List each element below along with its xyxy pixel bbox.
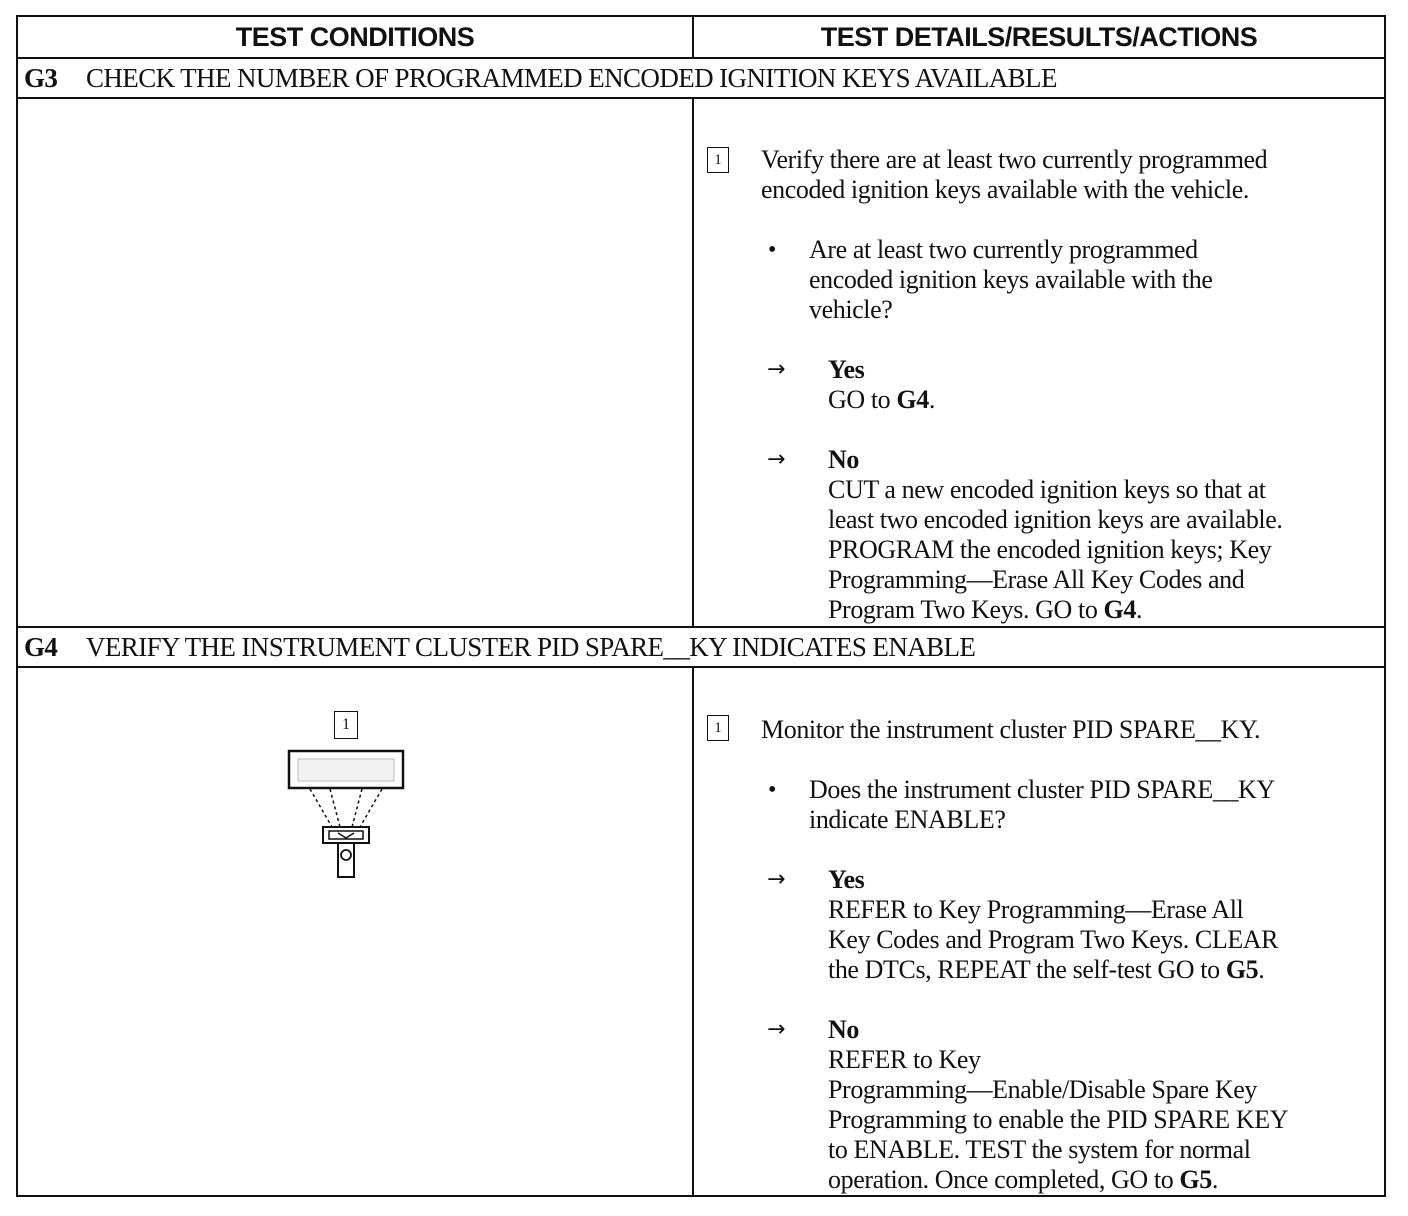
arrow-right-icon: → [767, 447, 786, 472]
goto-target: G4 [1103, 595, 1136, 624]
column-divider [692, 17, 694, 58]
scan-tool-icon [286, 749, 408, 879]
text-line [828, 955, 1278, 985]
text-line: Are at least two currently programmed [809, 235, 1198, 264]
column-divider [692, 97, 694, 627]
bullet-icon: • [768, 237, 777, 263]
g3-yes-branch [828, 355, 935, 415]
g4-no-branch [828, 1015, 1288, 1195]
yes-label: Yes [828, 865, 865, 894]
bullet-icon: • [768, 777, 777, 803]
section-id-g3: G3 [24, 62, 58, 93]
goto-target: G4 [896, 385, 929, 414]
text-fragment: the DTCs, REPEAT the self-test GO to [828, 955, 1226, 984]
text-fragment: . [928, 385, 935, 414]
text-line: Key Codes and Program Two Keys. CLEAR [828, 925, 1279, 954]
rule [18, 97, 1384, 99]
g4-yes-branch [828, 865, 1278, 985]
text-fragment: . [1258, 955, 1265, 984]
goto-target: G5 [1179, 1165, 1212, 1194]
text-fragment: operation. Once completed, GO to [828, 1165, 1180, 1194]
yes-label: Yes [828, 355, 865, 384]
section-title-g4 [18, 628, 1384, 666]
g4-step-text [761, 715, 1260, 745]
g4-question [809, 775, 1275, 835]
step-number-box: 1 [707, 715, 729, 741]
text-line: Programming—Erase All Key Codes and [828, 565, 1245, 594]
figure-step-box: 1 [334, 711, 358, 739]
text-fragment: GO to [828, 385, 897, 414]
text-line: REFER to Key Programming—Erase All [828, 895, 1244, 924]
text-fragment: Program Two Keys. GO to [828, 595, 1104, 624]
header-test-conditions: TEST CONDITIONS [235, 22, 475, 52]
text-line: Monitor the instrument cluster PID SPARE__KY. [761, 715, 1261, 744]
text-line: Programming—Enable/Disable Spare Key [828, 1075, 1257, 1104]
arrow-right-icon: → [767, 357, 786, 382]
text-line: encoded ignition keys available with the vehicle. [761, 175, 1249, 204]
no-label: No [828, 445, 859, 474]
text-fragment: . [1135, 595, 1143, 624]
text-fragment: . [1211, 1165, 1218, 1194]
text-line: Does the instrument cluster PID SPARE__KY [809, 775, 1275, 804]
arrow-right-icon: → [767, 867, 786, 892]
goto-target: G5 [1225, 955, 1259, 984]
column-divider [692, 666, 694, 1197]
text-line: indicate ENABLE? [809, 805, 1006, 834]
step-number-box: 1 [707, 147, 729, 173]
text-line: encoded ignition keys available with the [809, 265, 1213, 294]
header-test-details: TEST DETAILS/RESULTS/ACTIONS [820, 22, 1258, 52]
no-label: No [828, 1015, 859, 1044]
section-title-g3 [18, 59, 1384, 97]
diagnostic-table [16, 15, 1386, 1197]
text-line: REFER to Key [828, 1045, 981, 1074]
section-id-g4: G4 [24, 631, 58, 662]
text-line: vehicle? [809, 295, 893, 324]
text-line [828, 1165, 1288, 1195]
section-text-g4: VERIFY THE INSTRUMENT CLUSTER PID SPARE__KY INDICATES ENABLE [86, 631, 976, 662]
rule [18, 666, 1384, 668]
text-line [828, 385, 935, 415]
arrow-right-icon: → [767, 1017, 786, 1042]
text-line: PROGRAM the encoded ignition keys; Key [828, 535, 1272, 564]
g3-question [809, 235, 1213, 325]
text-line: Verify there are at least two currently programmed [761, 145, 1268, 174]
g3-step-text [761, 145, 1267, 205]
text-line: to ENABLE. TEST the system for normal [828, 1135, 1251, 1164]
text-line [828, 595, 1283, 625]
g3-no-branch [828, 445, 1283, 625]
text-line: Programming to enable the PID SPARE KEY [828, 1105, 1289, 1134]
section-text-g3: CHECK THE NUMBER OF PROGRAMMED ENCODED IGNITION KEYS AVAILABLE [86, 62, 1057, 93]
text-line: least two encoded ignition keys are available. [828, 505, 1283, 534]
text-line: CUT a new encoded ignition keys so that at [828, 475, 1266, 504]
